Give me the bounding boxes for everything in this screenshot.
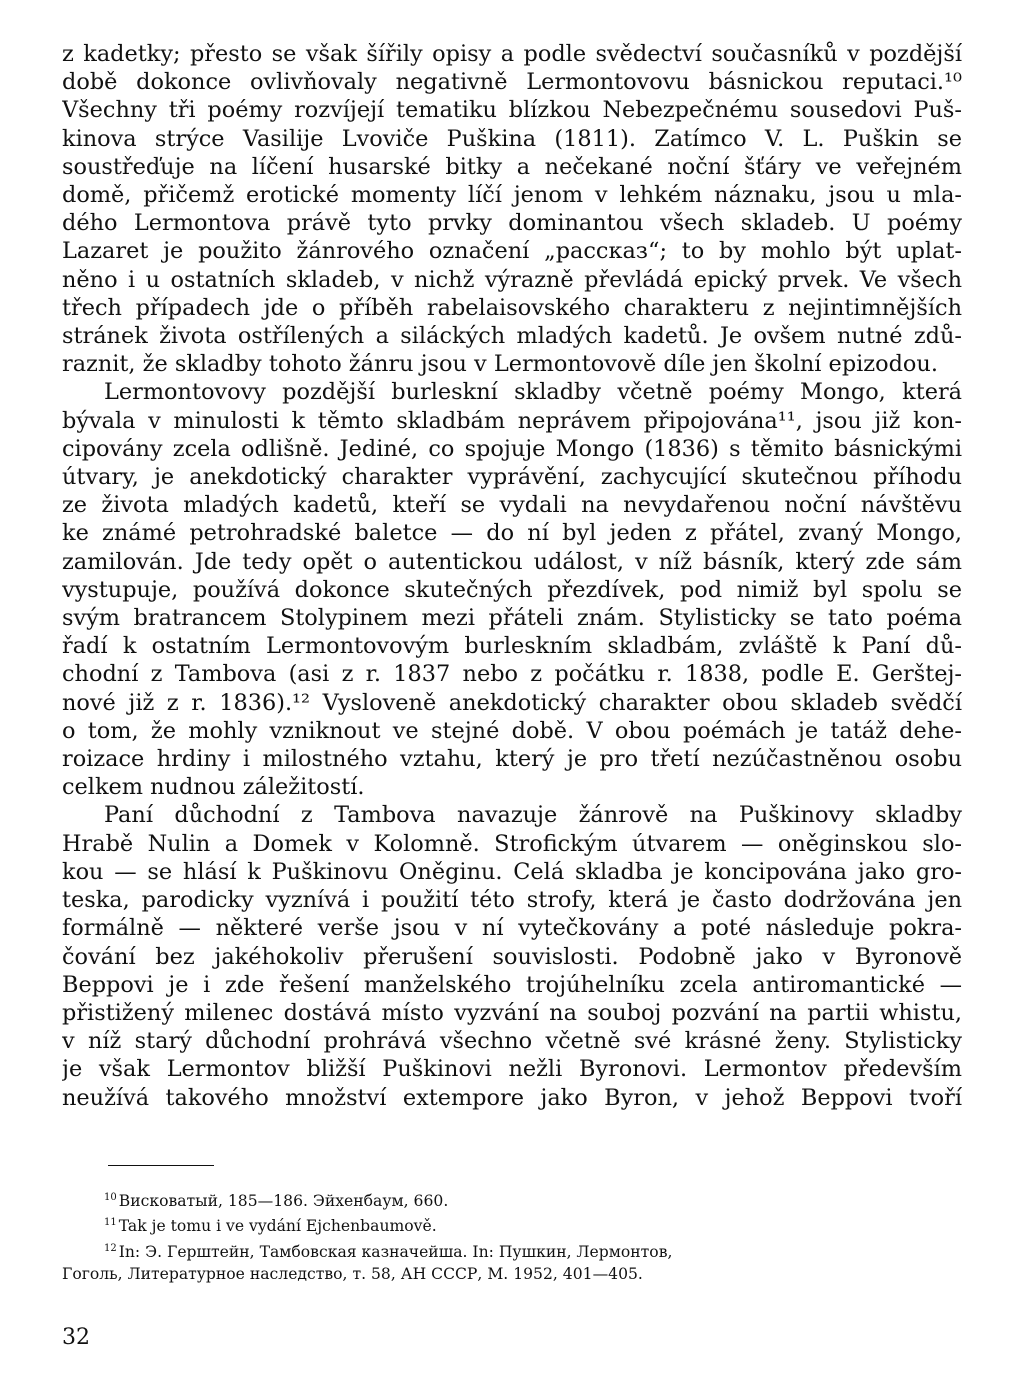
text-line: třech případech jde o příběh rabelaisovského charakteru z nejintimnějších [62,294,962,321]
footnote-number: 11 [104,1217,117,1229]
text-line: neužívá takového množství extempore jako Byron, v jehož Beppovi tvoří [62,1084,962,1111]
text-line: raznit, že skladby tohoto žánru jsou v Lermontovově díle jen školní epizodou. [62,351,938,378]
text-line: chodní z Tambova (asi z r. 1837 nebo z počátku r. 1838, podle E. Gerštej- [62,661,962,688]
page-number: 32 [62,1325,90,1350]
text-line: bývala v minulosti k těmto skladbám neprávem připojována¹¹, jsou již kon- [62,407,962,434]
footnote-text: Гоголь, Литературное наследство, т. 58, АН СССР, М. 1952, 401—405. [62,1265,643,1284]
text-line: cipovány zcela odlišně. Jediné, co spojuje Mongo (1836) s těmito básnickými [62,435,962,462]
text-line: zamilován. Jde tedy opět o autentickou událost, v níž básník, který zde sám [62,548,962,575]
text-line: roizace hrdiny i milostného vztahu, který je pro třetí nezúčastněnou osobu [62,746,962,773]
footnote [62,1238,962,1263]
text-line: stránek života ostřílených a siláckých mladých kadetů. Je ovšem nutné zdů- [62,323,962,350]
text-line: útvary, je anekdotický charakter vyprávění, zachycující skutečnou příhodu [62,464,962,491]
text-line: čování bez jakéhokoliv přerušení souvislosti. Podobně jako v Byronově [62,943,962,970]
text-line: domě, přičemž erotické momenty líčí jenom v lehkém náznaku, jsou u mla- [62,182,962,209]
text-line: dého Lermontova právě tyto prvky dominantou všech skladeb. U poémy [62,210,962,237]
text-line: v níž starý důchodní prohrává všechno včetně své krásné ženy. Stylisticky [62,1028,962,1055]
footnote-text: In: Э. Герштейн, Тамбовская казначейша. In: Пушкин, Лермонтов, [118,1242,673,1261]
footnote-number: 10 [104,1192,117,1203]
text-line: z kadetky; přesto se však šířily opisy a podle svědectví současníků v pozdější [62,41,962,67]
text-line: přistižený milenec dostává místo vyzvání na souboj pozvání na partii whistu, [62,999,962,1026]
text-line: době dokonce ovlivňovaly negativně Lermontovovu básnickou reputaci.¹⁰ [62,69,962,96]
text-line: je však Lermontov bližší Puškinovi nežli Byronovi. Lermontov především [62,1056,962,1083]
text-line: kou — se hlásí k Puškinovu Oněginu. Celá skladba je koncipována jako gro- [62,858,962,885]
text-line: Hrabě Nulin a Domek v Kolomně. Strofickým útvarem — oněginskou slo- [62,830,962,857]
footnote-separator [108,1165,214,1166]
footnote [62,1212,962,1237]
text-line: teska, parodicky vyznívá i použití této strofy, která je často dodržována jen [62,887,962,914]
text-line: Paní důchodní z Tambova navazuje žánrově na Puškinovy skladby [104,802,962,829]
footnote-text: Tak je tomu i ve vydání Ejchenbaumově. [118,1217,437,1236]
footnote [62,1187,962,1212]
footnote [62,1263,962,1285]
text-line: vystupuje, používá dokonce skutečných přezdívek, pod nimiž byl spolu se [62,576,962,603]
text-line: ke známé petrohradské baletce — do ní byl jeden z přátel, zvaný Mongo, [62,520,962,547]
text-line: Beppovi je i zde řešení manželského trojúhelníku zcela antiromantické — [62,971,962,998]
text-line: něno i u ostatních skladeb, v nichž výrazně převládá epický prvek. Ve všech [62,266,962,293]
footnotes [62,1187,962,1286]
footnote-number: 12 [104,1242,117,1254]
text-line: Lermontovovy pozdější burleskní skladby včetně poémy Mongo, která [104,379,962,406]
text-line: formálně — některé verše jsou v ní vytečkovány a poté následuje pokra- [62,915,962,942]
text-line: nové již z r. 1836).¹² Vysloveně anekdotický charakter obou skladeb svědčí [62,689,962,716]
text-line: soustřeďuje na líčení husarské bitky a nečekané noční šťáry ve veřejném [62,153,962,180]
body-text [62,40,962,1112]
text-line: svým bratrancem Stolypinem mezi přáteli znám. Stylisticky se tato poéma [62,605,962,632]
text-line: celkem nudnou záležitostí. [62,774,365,801]
footnote-text: Висковатый, 185—186. Эйхенбаум, 660. [118,1192,449,1210]
text-line: ze života mladých kadetů, kteří se vydali na nevydařenou noční návštěvu [62,492,962,519]
text-line: řadí k ostatním Lermontovovým burleskním skladbám, zvláště k Paní dů- [62,633,962,660]
text-line: o tom, že mohly vzniknout ve stejné době. V obou poémách je tatáž dehe- [62,717,962,744]
text-line: kinova strýce Vasilije Lvoviče Puškina (1811). Zatímco V. L. Puškin se [62,125,962,152]
text-line: Lazaret je použito žánrového označení „рассказ“; to by mohlo být uplat- [62,238,962,265]
text-line: Všechny tři poémy rozvíjejí tematiku blízkou Nebezpečnému sousedovi Puš- [62,97,962,124]
